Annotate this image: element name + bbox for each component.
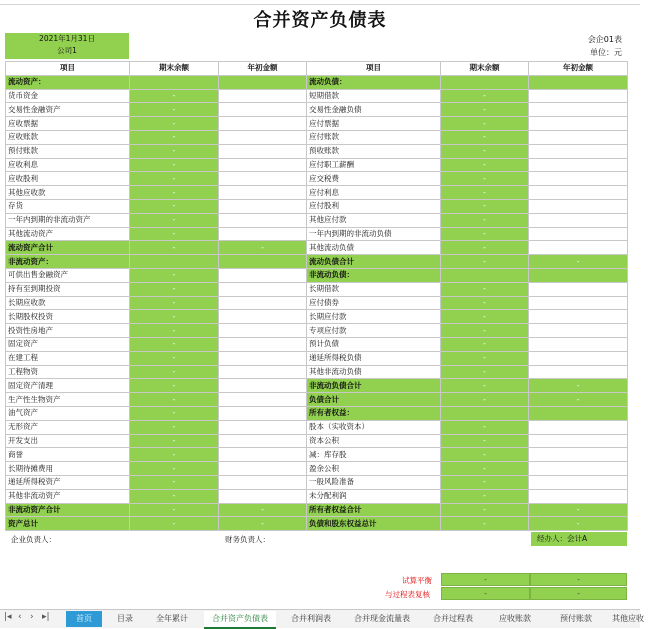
- prev-sheet-icon[interactable]: ‹: [18, 612, 22, 622]
- table-row: [6, 282, 628, 296]
- right-begin-value-cell[interactable]: -: [529, 255, 628, 269]
- table-row: [6, 503, 628, 517]
- table-row: [6, 406, 628, 420]
- sheet-tab[interactable]: 首页: [66, 611, 102, 627]
- left-begin-value-cell[interactable]: [219, 420, 307, 434]
- right-end-value-cell[interactable]: -: [441, 255, 529, 269]
- right-end-value-cell[interactable]: -: [441, 379, 529, 393]
- left-end-value-cell[interactable]: -: [130, 393, 219, 407]
- right-end-value-cell[interactable]: -: [441, 282, 529, 296]
- finance-head-label: 财务负责人：: [225, 535, 270, 544]
- header-end-left[interactable]: 期末余额: [130, 62, 219, 76]
- table-row: [6, 255, 628, 269]
- right-item-label[interactable]: 减：库存股: [307, 448, 441, 462]
- right-end-value-cell[interactable]: -: [441, 365, 529, 379]
- right-item-label[interactable]: 股本（实收资本）: [307, 420, 441, 434]
- right-begin-value-cell[interactable]: [529, 351, 628, 365]
- right-item-label[interactable]: 其他应付款: [307, 213, 441, 227]
- table-row: [6, 89, 628, 103]
- left-end-value-cell[interactable]: -: [130, 158, 219, 172]
- first-sheet-icon[interactable]: |◂: [4, 612, 12, 622]
- left-begin-value-cell[interactable]: [219, 448, 307, 462]
- report-date: 2021年1月31日: [39, 34, 95, 43]
- left-end-value-cell[interactable]: -: [130, 475, 219, 489]
- right-item-label[interactable]: 负债合计: [307, 393, 441, 407]
- left-begin-value-cell[interactable]: [219, 379, 307, 393]
- header-begin-left[interactable]: 年初金额: [219, 62, 307, 76]
- right-item-label[interactable]: 短期借款: [307, 89, 441, 103]
- table-row: [6, 117, 628, 131]
- left-item-label[interactable]: 非流动资产合计: [6, 503, 130, 517]
- right-end-value-cell[interactable]: [441, 268, 529, 282]
- left-item-label[interactable]: 应收股利: [6, 172, 130, 186]
- right-begin-value-cell[interactable]: [529, 310, 628, 324]
- process-check-begin-cell[interactable]: -: [530, 587, 627, 600]
- right-item-label[interactable]: 所有者权益合计: [307, 503, 441, 517]
- right-item-label[interactable]: 流动负债：: [307, 75, 441, 89]
- table-row: [6, 462, 628, 476]
- right-begin-value-cell[interactable]: [529, 489, 628, 503]
- left-begin-value-cell[interactable]: [219, 406, 307, 420]
- right-begin-value-cell[interactable]: [529, 75, 628, 89]
- table-row: [6, 337, 628, 351]
- handler-cell[interactable]: 经办人：会计A: [531, 532, 627, 546]
- left-end-value-cell[interactable]: -: [130, 379, 219, 393]
- right-end-value-cell[interactable]: -: [441, 517, 529, 531]
- left-begin-value-cell[interactable]: [219, 282, 307, 296]
- table-row: [6, 213, 628, 227]
- right-begin-value-cell[interactable]: [529, 282, 628, 296]
- table-row: [6, 268, 628, 282]
- left-begin-value-cell[interactable]: [219, 268, 307, 282]
- left-begin-value-cell[interactable]: [219, 351, 307, 365]
- right-begin-value-cell[interactable]: [529, 448, 628, 462]
- table-row: [6, 75, 628, 89]
- right-begin-value-cell[interactable]: -: [529, 379, 628, 393]
- left-end-value-cell[interactable]: -: [130, 324, 219, 338]
- left-begin-value-cell[interactable]: [219, 172, 307, 186]
- right-begin-value-cell[interactable]: -: [529, 517, 628, 531]
- left-begin-value-cell[interactable]: [219, 475, 307, 489]
- right-begin-value-cell[interactable]: [529, 365, 628, 379]
- left-item-label[interactable]: 应收票据: [6, 117, 130, 131]
- right-begin-value-cell[interactable]: [529, 268, 628, 282]
- left-begin-value-cell[interactable]: [219, 462, 307, 476]
- left-item-label[interactable]: 可供出售金融资产: [6, 268, 130, 282]
- right-item-label[interactable]: 一般风险准备: [307, 475, 441, 489]
- process-check-end-cell[interactable]: -: [441, 587, 530, 600]
- right-end-value-cell[interactable]: -: [441, 448, 529, 462]
- right-end-value-cell[interactable]: -: [441, 434, 529, 448]
- right-end-value-cell[interactable]: -: [441, 241, 529, 255]
- right-item-label[interactable]: 应交税费: [307, 172, 441, 186]
- right-end-value-cell[interactable]: -: [441, 199, 529, 213]
- company-name: 公司1: [57, 46, 77, 55]
- right-begin-value-cell[interactable]: [529, 199, 628, 213]
- right-end-value-cell[interactable]: -: [441, 144, 529, 158]
- left-end-value-cell[interactable]: -: [130, 103, 219, 117]
- left-item-label[interactable]: 固定资产: [6, 337, 130, 351]
- left-end-value-cell[interactable]: -: [130, 89, 219, 103]
- right-end-value-cell[interactable]: -: [441, 503, 529, 517]
- right-item-label[interactable]: 所有者权益：: [307, 406, 441, 420]
- right-end-value-cell[interactable]: -: [441, 296, 529, 310]
- left-item-label[interactable]: 非流动资产：: [6, 255, 130, 269]
- right-item-label[interactable]: 应付股利: [307, 199, 441, 213]
- left-item-label[interactable]: 资产总计: [6, 517, 130, 531]
- left-item-label[interactable]: 存货: [6, 199, 130, 213]
- right-item-label[interactable]: 未分配利润: [307, 489, 441, 503]
- left-item-label[interactable]: 其他流动资产: [6, 227, 130, 241]
- balance-sheet-table: [5, 61, 628, 531]
- right-begin-value-cell[interactable]: -: [529, 503, 628, 517]
- right-end-value-cell[interactable]: -: [441, 213, 529, 227]
- table-row: [6, 420, 628, 434]
- table-row: [6, 448, 628, 462]
- right-item-label[interactable]: 其他非流动负债: [307, 365, 441, 379]
- right-end-value-cell[interactable]: -: [441, 89, 529, 103]
- left-begin-value-cell[interactable]: [219, 310, 307, 324]
- left-begin-value-cell[interactable]: [219, 130, 307, 144]
- right-begin-value-cell[interactable]: [529, 296, 628, 310]
- right-item-label[interactable]: 预计负债: [307, 337, 441, 351]
- right-end-value-cell[interactable]: -: [441, 393, 529, 407]
- right-end-value-cell[interactable]: -: [441, 310, 529, 324]
- left-end-value-cell[interactable]: -: [130, 503, 219, 517]
- left-item-label[interactable]: 长期应收款: [6, 296, 130, 310]
- table-row: [6, 489, 628, 503]
- left-item-label[interactable]: 固定资产清理: [6, 379, 130, 393]
- right-begin-value-cell[interactable]: -: [529, 393, 628, 407]
- table-row: [6, 310, 628, 324]
- right-end-value-cell[interactable]: -: [441, 324, 529, 338]
- table-row: [6, 365, 628, 379]
- table-row: [6, 324, 628, 338]
- left-begin-value-cell[interactable]: [219, 186, 307, 200]
- right-begin-value-cell[interactable]: [529, 227, 628, 241]
- left-item-label[interactable]: 商誉: [6, 448, 130, 462]
- header-end-right[interactable]: 期末余额: [441, 62, 529, 76]
- left-begin-value-cell[interactable]: [219, 365, 307, 379]
- right-begin-value-cell[interactable]: [529, 241, 628, 255]
- right-end-value-cell[interactable]: -: [441, 420, 529, 434]
- table-row: [6, 393, 628, 407]
- table-row: [6, 144, 628, 158]
- right-begin-value-cell[interactable]: [529, 89, 628, 103]
- left-item-label[interactable]: 工程物资: [6, 365, 130, 379]
- left-item-label[interactable]: 开发支出: [6, 434, 130, 448]
- unit-label: 单位：元: [590, 48, 622, 57]
- table-row: [6, 186, 628, 200]
- right-item-label[interactable]: 应付债券: [307, 296, 441, 310]
- left-item-label[interactable]: 持有至到期投资: [6, 282, 130, 296]
- right-end-value-cell[interactable]: -: [441, 103, 529, 117]
- last-sheet-icon[interactable]: ▸|: [42, 612, 50, 622]
- right-begin-value-cell[interactable]: [529, 337, 628, 351]
- left-begin-value-cell[interactable]: [219, 75, 307, 89]
- right-item-label[interactable]: 一年内到期的非流动负债: [307, 227, 441, 241]
- table-row: [6, 241, 628, 255]
- left-end-value-cell[interactable]: -: [130, 310, 219, 324]
- left-item-label[interactable]: 一年内到期的非流动资产: [6, 213, 130, 227]
- right-item-label[interactable]: 非流动负债合计: [307, 379, 441, 393]
- left-begin-value-cell[interactable]: [219, 117, 307, 131]
- right-end-value-cell[interactable]: [441, 75, 529, 89]
- right-begin-value-cell[interactable]: [529, 103, 628, 117]
- left-end-value-cell[interactable]: -: [130, 117, 219, 131]
- table-row: [6, 517, 628, 531]
- right-begin-value-cell[interactable]: [529, 130, 628, 144]
- right-item-label[interactable]: 盈余公积: [307, 462, 441, 476]
- left-begin-value-cell[interactable]: [219, 144, 307, 158]
- right-end-value-cell[interactable]: -: [441, 117, 529, 131]
- table-row: [6, 158, 628, 172]
- right-begin-value-cell[interactable]: [529, 324, 628, 338]
- process-check-label: 与过程表复核: [385, 590, 430, 599]
- table-row: [6, 475, 628, 489]
- form-number: 会企01表: [587, 35, 622, 44]
- right-begin-value-cell[interactable]: [529, 213, 628, 227]
- table-row: [6, 227, 628, 241]
- sheet-tab[interactable]: 合并利润表: [291, 614, 331, 623]
- left-item-label[interactable]: 其他应收款: [6, 186, 130, 200]
- right-end-value-cell[interactable]: -: [441, 462, 529, 476]
- header-begin-right[interactable]: 年初金额: [529, 62, 628, 76]
- right-end-value-cell[interactable]: -: [441, 337, 529, 351]
- left-end-value-cell[interactable]: -: [130, 296, 219, 310]
- left-begin-value-cell[interactable]: [219, 489, 307, 503]
- left-item-label[interactable]: 预付账款: [6, 144, 130, 158]
- left-item-label[interactable]: 长期待摊费用: [6, 462, 130, 476]
- right-item-label[interactable]: 应付票据: [307, 117, 441, 131]
- left-begin-value-cell[interactable]: [219, 158, 307, 172]
- right-item-label[interactable]: 交易性金融负债: [307, 103, 441, 117]
- right-item-label[interactable]: 流动负债合计: [307, 255, 441, 269]
- right-end-value-cell[interactable]: -: [441, 475, 529, 489]
- table-row: [6, 351, 628, 365]
- header-item-right[interactable]: 项目: [307, 62, 441, 76]
- right-end-value-cell[interactable]: -: [441, 172, 529, 186]
- left-end-value-cell[interactable]: -: [130, 199, 219, 213]
- left-begin-value-cell[interactable]: [219, 434, 307, 448]
- right-begin-value-cell[interactable]: [529, 434, 628, 448]
- date-company-box[interactable]: [5, 33, 129, 59]
- left-end-value-cell[interactable]: -: [130, 227, 219, 241]
- left-end-value-cell[interactable]: -: [130, 337, 219, 351]
- right-begin-value-cell[interactable]: [529, 462, 628, 476]
- trial-balance-label: 试算平衡: [402, 576, 432, 585]
- left-end-value-cell[interactable]: -: [130, 186, 219, 200]
- right-begin-value-cell[interactable]: [529, 406, 628, 420]
- right-item-label[interactable]: 其他流动负债: [307, 241, 441, 255]
- left-end-value-cell[interactable]: -: [130, 130, 219, 144]
- right-begin-value-cell[interactable]: [529, 158, 628, 172]
- table-row: [6, 103, 628, 117]
- left-item-label[interactable]: 流动资产合计: [6, 241, 130, 255]
- left-begin-value-cell[interactable]: [219, 89, 307, 103]
- sheet-tab[interactable]: 全年累计: [156, 614, 188, 623]
- left-begin-value-cell[interactable]: [219, 103, 307, 117]
- header-item-left[interactable]: 项目: [6, 62, 130, 76]
- right-item-label[interactable]: 应付账款: [307, 130, 441, 144]
- right-end-value-cell[interactable]: -: [441, 351, 529, 365]
- left-item-label[interactable]: 长期股权投资: [6, 310, 130, 324]
- trial-balance-begin-cell[interactable]: -: [530, 573, 627, 586]
- left-begin-value-cell[interactable]: [219, 199, 307, 213]
- left-begin-value-cell[interactable]: [219, 255, 307, 269]
- left-begin-value-cell[interactable]: [219, 296, 307, 310]
- left-begin-value-cell[interactable]: -: [219, 241, 307, 255]
- left-item-label[interactable]: 其他非流动资产: [6, 489, 130, 503]
- page-title: 合并资产负债表: [253, 10, 387, 31]
- spreadsheet-column-strip: [0, 0, 640, 5]
- right-item-label[interactable]: 应付职工薪酬: [307, 158, 441, 172]
- sheet-tab[interactable]: 预付账款: [560, 614, 592, 623]
- left-end-value-cell[interactable]: -: [130, 448, 219, 462]
- sheet-tab[interactable]: 应收账款: [499, 614, 531, 623]
- right-end-value-cell[interactable]: [441, 406, 529, 420]
- sheet-tab[interactable]: 目录: [117, 614, 133, 623]
- left-item-label[interactable]: 投资性房地产: [6, 324, 130, 338]
- left-begin-value-cell[interactable]: [219, 227, 307, 241]
- left-begin-value-cell[interactable]: -: [219, 517, 307, 531]
- trial-balance-end-cell[interactable]: -: [441, 573, 530, 586]
- left-end-value-cell[interactable]: [130, 75, 219, 89]
- table-row: [6, 296, 628, 310]
- table-row: [6, 199, 628, 213]
- right-begin-value-cell[interactable]: [529, 117, 628, 131]
- right-begin-value-cell[interactable]: [529, 144, 628, 158]
- left-end-value-cell[interactable]: -: [130, 172, 219, 186]
- left-item-label[interactable]: 货币资金: [6, 89, 130, 103]
- left-end-value-cell[interactable]: -: [130, 282, 219, 296]
- left-item-label[interactable]: 油气资产: [6, 406, 130, 420]
- left-begin-value-cell[interactable]: [219, 324, 307, 338]
- header-row: [6, 62, 628, 76]
- table-row: [6, 130, 628, 144]
- left-end-value-cell[interactable]: -: [130, 434, 219, 448]
- sheet-tab[interactable]: 合并资产负债表: [204, 611, 276, 629]
- right-begin-value-cell[interactable]: [529, 186, 628, 200]
- left-item-label[interactable]: 应收账款: [6, 130, 130, 144]
- left-end-value-cell[interactable]: [130, 255, 219, 269]
- left-end-value-cell[interactable]: -: [130, 213, 219, 227]
- company-head-label: 企业负责人：: [11, 535, 56, 544]
- next-sheet-icon[interactable]: ›: [30, 612, 34, 622]
- right-item-label[interactable]: 资本公积: [307, 434, 441, 448]
- left-item-label[interactable]: 在建工程: [6, 351, 130, 365]
- right-item-label[interactable]: 负债和股东权益总计: [307, 517, 441, 531]
- signature-row: [5, 532, 627, 546]
- left-begin-value-cell[interactable]: [219, 337, 307, 351]
- right-begin-value-cell[interactable]: [529, 420, 628, 434]
- left-end-value-cell[interactable]: -: [130, 420, 219, 434]
- left-begin-value-cell[interactable]: [219, 213, 307, 227]
- right-item-label[interactable]: 预收账款: [307, 144, 441, 158]
- left-end-value-cell[interactable]: -: [130, 351, 219, 365]
- left-item-label[interactable]: 递延所得税资产: [6, 475, 130, 489]
- left-begin-value-cell[interactable]: [219, 393, 307, 407]
- right-item-label[interactable]: 递延所得税负债: [307, 351, 441, 365]
- right-end-value-cell[interactable]: -: [441, 158, 529, 172]
- sheet-tab[interactable]: 合并现金流量表: [354, 614, 410, 623]
- right-end-value-cell[interactable]: -: [441, 227, 529, 241]
- left-item-label[interactable]: 无形资产: [6, 420, 130, 434]
- sheet-tab[interactable]: 合并过程表: [433, 614, 473, 623]
- right-end-value-cell[interactable]: -: [441, 489, 529, 503]
- left-end-value-cell[interactable]: -: [130, 489, 219, 503]
- left-end-value-cell[interactable]: -: [130, 268, 219, 282]
- table-row: [6, 434, 628, 448]
- left-item-label[interactable]: 交易性金融资产: [6, 103, 130, 117]
- left-end-value-cell[interactable]: -: [130, 406, 219, 420]
- table-row: [6, 172, 628, 186]
- right-begin-value-cell[interactable]: [529, 172, 628, 186]
- left-item-label[interactable]: 流动资产：: [6, 75, 130, 89]
- left-item-label[interactable]: 应收利息: [6, 158, 130, 172]
- right-item-label[interactable]: 非流动负债：: [307, 268, 441, 282]
- left-end-value-cell[interactable]: -: [130, 517, 219, 531]
- right-item-label[interactable]: 应付利息: [307, 186, 441, 200]
- right-item-label[interactable]: 长期借款: [307, 282, 441, 296]
- left-end-value-cell[interactable]: -: [130, 144, 219, 158]
- left-end-value-cell[interactable]: -: [130, 365, 219, 379]
- right-item-label[interactable]: 长期应付款: [307, 310, 441, 324]
- left-begin-value-cell[interactable]: -: [219, 503, 307, 517]
- sheet-tab-bar: [0, 609, 644, 628]
- left-end-value-cell[interactable]: -: [130, 462, 219, 476]
- right-begin-value-cell[interactable]: [529, 475, 628, 489]
- right-item-label[interactable]: 专项应付款: [307, 324, 441, 338]
- left-item-label[interactable]: 生产性生物资产: [6, 393, 130, 407]
- left-end-value-cell[interactable]: -: [130, 241, 219, 255]
- right-end-value-cell[interactable]: -: [441, 186, 529, 200]
- right-end-value-cell[interactable]: -: [441, 130, 529, 144]
- table-row: [6, 379, 628, 393]
- sheet-tab[interactable]: 其他应收: [612, 614, 644, 623]
